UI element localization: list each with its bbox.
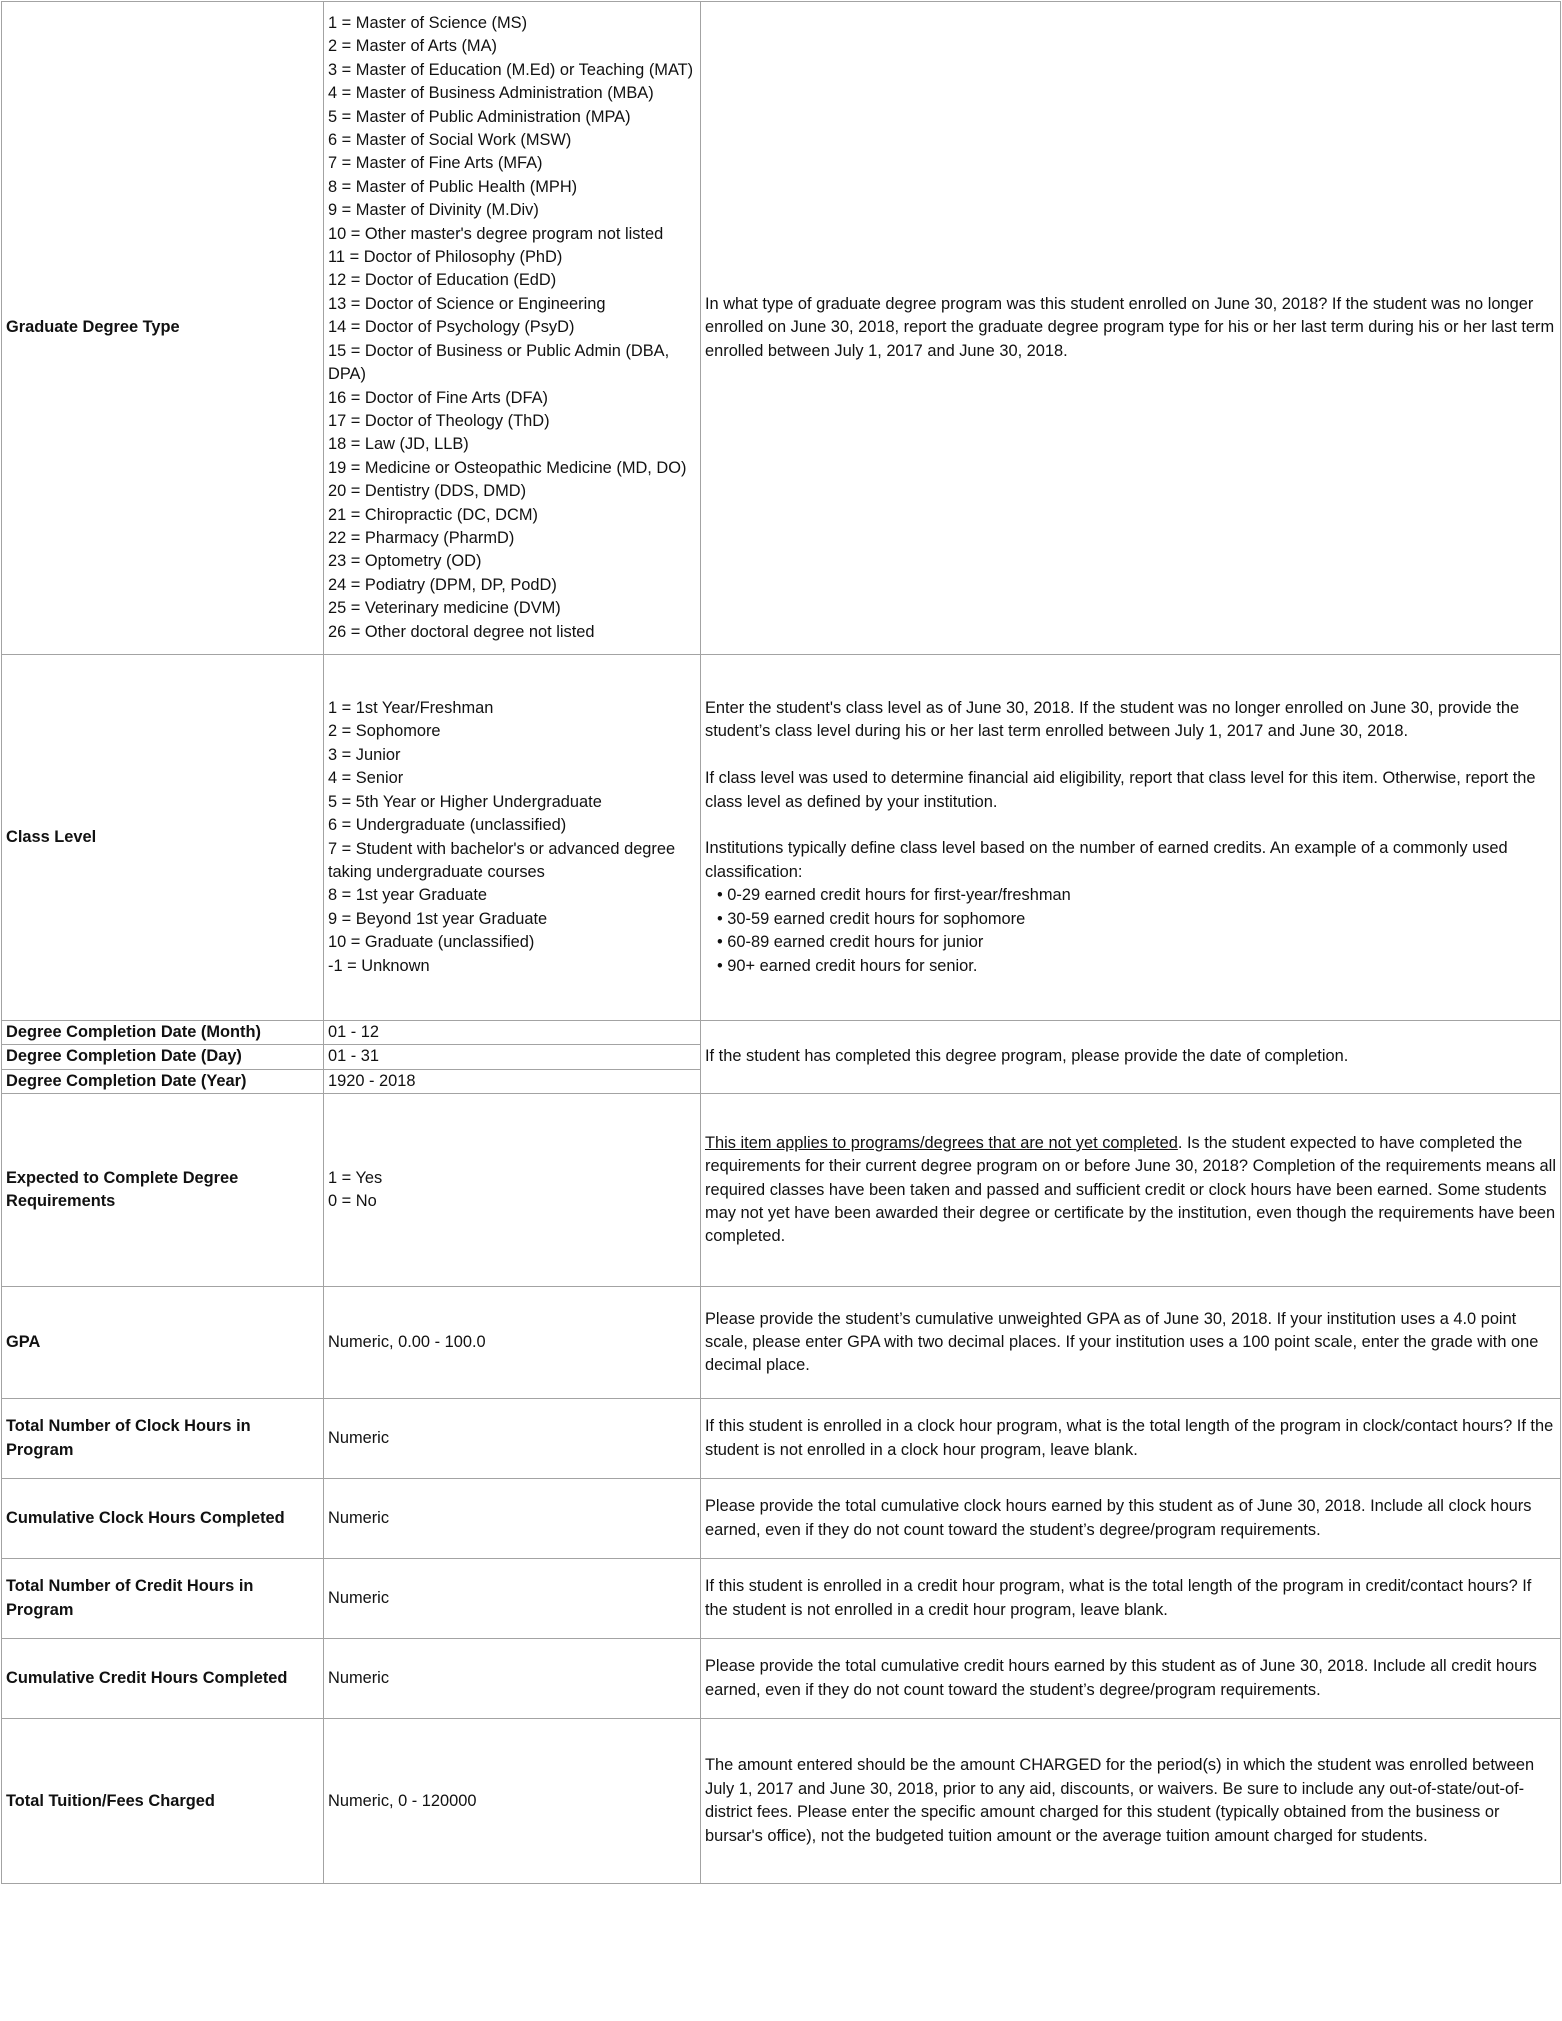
description-underlined: This item applies to programs/degrees that are not yet completed	[705, 1133, 1178, 1152]
value-item: 21 = Chiropractic (DC, DCM)	[328, 505, 538, 524]
value-item: 23 = Optometry (OD)	[328, 552, 482, 571]
table-row	[2, 1287, 1561, 1399]
bullet-item: • 30-59 earned credit hours for sophomore	[717, 909, 1026, 928]
field-name: Total Tuition/Fees Charged	[2, 1719, 324, 1884]
value-item: 16 = Doctor of Fine Arts (DFA)	[328, 388, 548, 407]
table-row	[2, 1559, 1561, 1639]
value-item: 7 = Master of Fine Arts (MFA)	[328, 154, 543, 173]
value-item: 8 = Master of Public Health (MPH)	[328, 177, 578, 196]
field-description	[701, 1094, 1561, 1287]
value-item: 1 = Master of Science (MS)	[328, 14, 528, 33]
value-item: 4 = Master of Business Administration (MBA)	[328, 84, 654, 103]
field-description: Please provide the total cumulative clock hours earned by this student as of June 30, 2018. Include all clock hours earned, even if they do not count toward the student’s degree/program requirements.	[701, 1479, 1561, 1559]
value-item: 3 = Master of Education (M.Ed) or Teaching (MAT)	[328, 60, 694, 79]
field-description: In what type of graduate degree program was this student enrolled on June 30, 2018? If the student was no longer enrolled on June 30, 2018, report the graduate degree program type for his or her last term during his or her last term enrolled between July 1, 2017 and June 30, 2018.	[701, 2, 1561, 655]
value-item: 10 = Graduate (unclassified)	[328, 933, 535, 952]
value-item: 24 = Podiatry (DPM, DP, PodD)	[328, 575, 557, 594]
value-item: 13 = Doctor of Science or Engineering	[328, 294, 606, 313]
field-values: 01 - 12	[324, 1021, 701, 1045]
field-name: Expected to Complete Degree Requirements	[2, 1094, 324, 1287]
table-row	[2, 1639, 1561, 1719]
field-name: Degree Completion Date (Day)	[2, 1045, 324, 1069]
table-row	[2, 655, 1561, 1021]
field-values: Numeric	[324, 1559, 701, 1639]
bullet-item: • 0-29 earned credit hours for first-year/freshman	[717, 886, 1071, 905]
field-values: 01 - 31	[324, 1045, 701, 1069]
field-values	[324, 2, 701, 655]
field-values: Numeric, 0.00 - 100.0	[324, 1287, 701, 1399]
value-item: 1 = Yes	[328, 1168, 383, 1187]
value-item: 2 = Master of Arts (MA)	[328, 37, 497, 56]
table-row	[2, 1094, 1561, 1287]
field-description: Please provide the student’s cumulative unweighted GPA as of June 30, 2018. If your institution uses a 4.0 point scale, please enter GPA with two decimal places. If your institution uses a 100 point scale, enter the grade with one decimal place.	[701, 1287, 1561, 1399]
value-item: 1 = 1st Year/Freshman	[328, 699, 494, 718]
value-item: 5 = 5th Year or Higher Undergraduate	[328, 792, 602, 811]
field-description: If this student is enrolled in a clock hour program, what is the total length of the program in clock/contact hours? If the student is not enrolled in a clock hour program, leave blank.	[701, 1399, 1561, 1479]
value-item: 5 = Master of Public Administration (MPA)	[328, 107, 631, 126]
field-name: Graduate Degree Type	[2, 2, 324, 655]
field-name: Class Level	[2, 655, 324, 1021]
field-name: Total Number of Credit Hours in Program	[2, 1559, 324, 1639]
value-item: 6 = Master of Social Work (MSW)	[328, 131, 572, 150]
description-paragraph: Enter the student's class level as of June 30, 2018. If the student was no longer enrolled on June 30, provide the student’s class level during his or her last term enrolled between July 1, 2017 and June 30, 2018.	[705, 699, 1520, 741]
field-name: GPA	[2, 1287, 324, 1399]
value-item: 6 = Undergraduate (unclassified)	[328, 816, 567, 835]
value-item: 9 = Master of Divinity (M.Div)	[328, 201, 539, 220]
field-name: Total Number of Clock Hours in Program	[2, 1399, 324, 1479]
field-description: If this student is enrolled in a credit hour program, what is the total length of the program in credit/contact hours? If the student is not enrolled in a credit hour program, leave blank.	[701, 1559, 1561, 1639]
value-item: 17 = Doctor of Theology (ThD)	[328, 411, 550, 430]
value-item: 3 = Junior	[328, 745, 401, 764]
field-values: Numeric	[324, 1399, 701, 1479]
value-item: 12 = Doctor of Education (EdD)	[328, 271, 557, 290]
field-name: Degree Completion Date (Year)	[2, 1069, 324, 1093]
field-values	[324, 655, 701, 1021]
bullet-item: • 90+ earned credit hours for senior.	[717, 956, 978, 975]
description-text: . Is the student expected to have completed the requirements for their current degree program on or before June 30, 2018? Completion of the requirements means all required classes have been taken and passed and sufficient credit or clock hours have been earned. Some students may not yet have been awarded their degree or certificate by the institution, even though the requirements have been completed.	[705, 1133, 1556, 1246]
field-values: 1920 - 2018	[324, 1069, 701, 1093]
value-item: 26 = Other doctoral degree not listed	[328, 622, 595, 641]
value-item: 9 = Beyond 1st year Graduate	[328, 909, 548, 928]
value-item: 15 = Doctor of Business or Public Admin (DBA, DPA)	[328, 341, 670, 384]
field-name: Cumulative Clock Hours Completed	[2, 1479, 324, 1559]
value-item: 8 = 1st year Graduate	[328, 886, 487, 905]
table-row	[2, 1479, 1561, 1559]
value-item: 22 = Pharmacy (PharmD)	[328, 528, 515, 547]
field-name: Degree Completion Date (Month)	[2, 1021, 324, 1045]
value-item: 0 = No	[328, 1192, 377, 1211]
field-name: Cumulative Credit Hours Completed	[2, 1639, 324, 1719]
field-description: The amount entered should be the amount CHARGED for the period(s) in which the student was enrolled between July 1, 2017 and June 30, 2018, prior to any aid, discounts, or waivers. Be sure to include any out-of-state/out-of-district fees. Please enter the specific amount charged for this student (typically obtained from the business or bursar's office), not the budgeted tuition amount or the average tuition amount charged for students.	[701, 1719, 1561, 1884]
table-row	[2, 1399, 1561, 1479]
value-item: 19 = Medicine or Osteopathic Medicine (MD, DO)	[328, 458, 687, 477]
field-values: Numeric	[324, 1479, 701, 1559]
data-dictionary-table	[1, 1, 1561, 1884]
table-row	[2, 2, 1561, 655]
field-values: Numeric, 0 - 120000	[324, 1719, 701, 1884]
bullet-item: • 60-89 earned credit hours for junior	[717, 933, 984, 952]
field-description: If the student has completed this degree program, please provide the date of completion.	[701, 1021, 1561, 1094]
paragraph-gap	[705, 814, 1556, 837]
description-paragraph: Institutions typically define class level based on the number of earned credits. An example of a commonly used classification:	[705, 839, 1508, 881]
value-item: -1 = Unknown	[328, 956, 430, 975]
value-item: 18 = Law (JD, LLB)	[328, 435, 469, 454]
value-item: 7 = Student with bachelor's or advanced degree taking undergraduate courses	[328, 839, 676, 881]
value-item: 10 = Other master's degree program not listed	[328, 224, 664, 243]
table-row	[2, 1021, 1561, 1045]
field-values	[324, 1094, 701, 1287]
description-paragraph: If class level was used to determine financial aid eligibility, report that class level for this item. Otherwise, report the class level as defined by your institution.	[705, 769, 1536, 811]
value-item: 2 = Sophomore	[328, 722, 441, 741]
value-item: 11 = Doctor of Philosophy (PhD)	[328, 248, 563, 267]
paragraph-gap	[705, 744, 1556, 767]
field-description	[701, 655, 1561, 1021]
field-values: Numeric	[324, 1639, 701, 1719]
value-item: 25 = Veterinary medicine (DVM)	[328, 599, 561, 618]
value-item: 4 = Senior	[328, 769, 404, 788]
value-item: 20 = Dentistry (DDS, DMD)	[328, 482, 527, 501]
value-item: 14 = Doctor of Psychology (PsyD)	[328, 318, 575, 337]
field-description: Please provide the total cumulative credit hours earned by this student as of June 30, 2018. Include all credit hours earned, even if they do not count toward the student’s degree/program requirements.	[701, 1639, 1561, 1719]
table-row	[2, 1719, 1561, 1884]
